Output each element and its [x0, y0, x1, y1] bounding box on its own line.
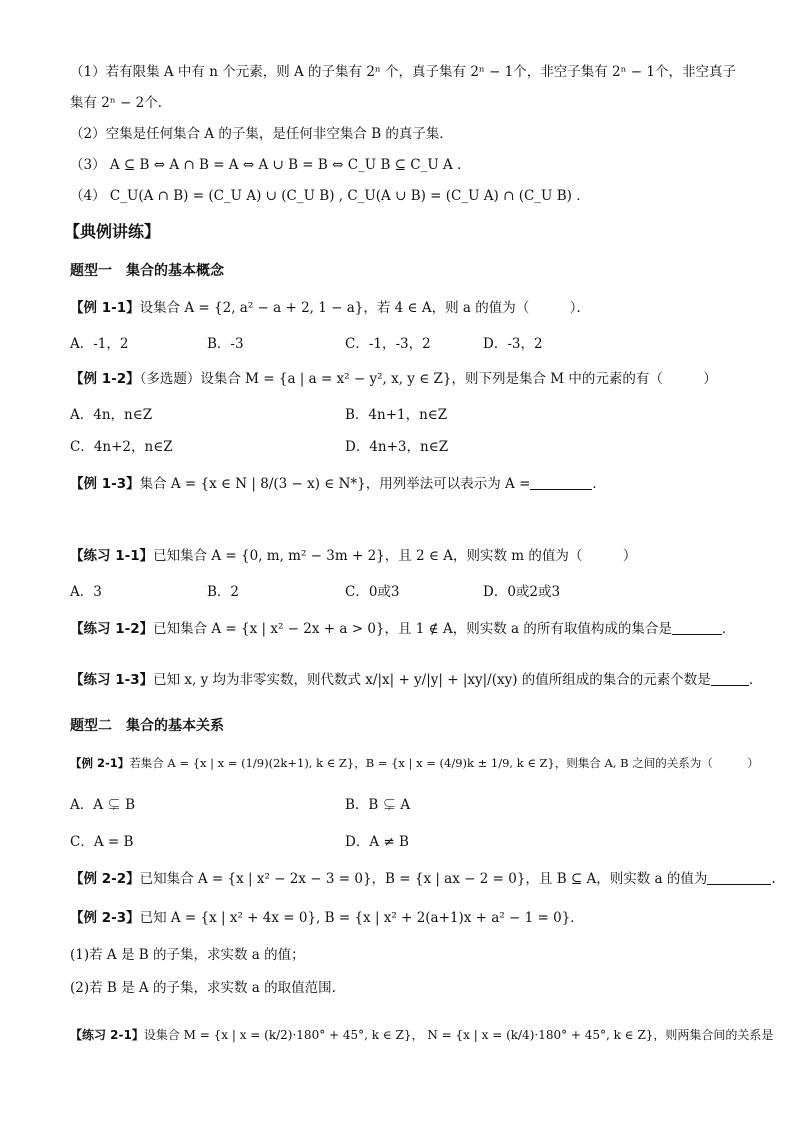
- option-a: A．3: [70, 584, 102, 600]
- practice-1-1: [70, 546, 636, 566]
- example-2-3: [70, 908, 584, 928]
- example-label: 【例 1-2】: [70, 371, 140, 387]
- option-a: A．-1，2: [70, 336, 129, 352]
- option-c: C．-1，-3，2: [345, 336, 431, 352]
- answer-blank[interactable]: [530, 475, 592, 490]
- practice-2-1: [70, 1025, 773, 1045]
- example-1-3: 【例 1-3】集合 A = {x ∈ N | 8/(3 − x) ∈ N*}，用列举法可以表示为 A = ．: [70, 476, 606, 492]
- example-text: 集合 A = {x ∈ N | 8/(3 − x) ∈ N*}，用列举法可以表示为 A =: [139, 476, 531, 492]
- option-d: D．-3，2: [483, 336, 543, 352]
- practice-label: 【练习 1-1】: [70, 548, 154, 564]
- answer-blank[interactable]: [711, 671, 749, 686]
- property-1-line-1: （1）若有限集 A 中有 n 个元素，则 A 的子集有 2ⁿ 个，真子集有 2ⁿ − 1个，非空子集有 2ⁿ − 1个，非空真子: [70, 64, 736, 80]
- option-b: B．B ⊊ A: [345, 797, 411, 813]
- example-2-2: 【例 2-2】已知集合 A = {x | x² − 2x − 3 = 0}，B = {x | ax − 2 = 0}，且 B ⊆ A，则实数 a 的值为 .: [70, 871, 776, 887]
- option-a: A．A ⊊ B: [70, 797, 136, 813]
- practice-text: 设集合 M = {x | x = (k/2)·180° + 45°, k ∈ Z}， N = {x | x = (k/4)·180° + 45°, k ∈ Z}，则两集合间的关系是: [143, 1028, 774, 1042]
- practice-text: 已知集合 A = {x | x² − 2x + a > 0}，且 1 ∉ A，则实数 a 的所有取值构成的集合是: [153, 621, 672, 637]
- answer-blank[interactable]: [707, 870, 771, 885]
- example-text: 已知 A = {x | x² + 4x = 0}, B = {x | x² + 2(a+1)x + a² − 1 = 0}．: [139, 910, 584, 926]
- type2-title: 题型二 集合的基本关系: [70, 718, 224, 734]
- example-2-3-question-1: (1)若 A 是 B 的子集，求实数 a 的值；: [70, 947, 305, 963]
- example-2-3-question-2: (2)若 B 是 A 的子集，求实数 a 的取值范围.: [70, 980, 336, 996]
- practice-text: 已知集合 A = {0, m, m² − 3m + 2}，且 2 ∈ A，则实数 m 的值为（ ）: [153, 548, 637, 564]
- example-label: 【例 2-1】: [70, 756, 130, 770]
- example-text: 设集合 A = {2, a² − a + 2, 1 − a}，若 4 ∈ A，则 a 的值为（ ）．: [139, 300, 590, 316]
- option-b: B．-3: [207, 336, 244, 352]
- practice-label: 【练习 2-1】: [70, 1028, 144, 1042]
- property-4: （4） C_U(A ∩ B) = (C_U A) ∪ (C_U B) , C_U(A ∪ B) = (C_U A) ∩ (C_U B) ．: [70, 188, 590, 204]
- example-1-1: [70, 298, 590, 318]
- option-b: B．2: [207, 584, 240, 600]
- example-2-1: [70, 753, 759, 773]
- property-1-line-2: 集有 2ⁿ − 2个．: [70, 95, 172, 111]
- practice-label: 【练习 1-3】: [70, 672, 154, 688]
- example-1-2: [70, 369, 717, 389]
- practice-1-2: 【练习 1-2】已知集合 A = {x | x² − 2x + a > 0}，且 1 ∉ A，则实数 a 的所有取值构成的集合是 ．: [70, 621, 736, 637]
- option-d: D．4n+3，n∈Z: [345, 439, 449, 455]
- example-label: 【例 1-3】: [70, 476, 140, 492]
- practice-label: 【练习 1-2】: [70, 621, 154, 637]
- example-text: （多选题）设集合 M = {a | a = x² − y², x, y ∈ Z}，则下列是集合 M 中的元素的有（ ）: [139, 371, 717, 387]
- example-label: 【例 2-2】: [70, 871, 140, 887]
- option-d: D．0或2或3: [483, 584, 561, 600]
- example-label: 【例 2-3】: [70, 910, 140, 926]
- property-3: （3） A ⊆ B ⇔ A ∩ B = A ⇔ A ∪ B = B ⇔ C_U B ⊆ C_U A ．: [70, 157, 471, 173]
- section-title: 【典例讲练】: [64, 222, 161, 241]
- answer-blank[interactable]: [672, 620, 722, 635]
- option-c: C．0或3: [345, 584, 400, 600]
- option-c: C．A = B: [70, 834, 134, 850]
- option-c: C．4n+2，n∈Z: [70, 439, 173, 455]
- option-a: A．4n，n∈Z: [70, 407, 153, 423]
- type1-title: 题型一 集合的基本概念: [70, 263, 224, 279]
- example-text: 若集合 A = {x | x = (1/9)(2k+1), k ∈ Z}，B = {x | x = (4/9)k ± 1/9, k ∈ Z}，则集合 A, B 之间的关系为（ ）: [129, 756, 759, 770]
- practice-1-3: 【练习 1-3】已知 x, y 均为非零实数，则代数式 x/|x| + y/|y| + |xy|/(xy) 的值所组成的集合的元素个数是 ．: [70, 672, 763, 688]
- practice-text: 已知 x, y 均为非零实数，则代数式 x/|x| + y/|y| + |xy|/(xy) 的值所组成的集合的元素个数是: [153, 672, 711, 688]
- property-2: （2）空集是任何集合 A 的子集，是任何非空集合 B 的真子集．: [70, 126, 453, 142]
- option-d: D．A ≠ B: [345, 834, 409, 850]
- example-label: 【例 1-1】: [70, 300, 140, 316]
- option-b: B．4n+1，n∈Z: [345, 407, 448, 423]
- example-text: 已知集合 A = {x | x² − 2x − 3 = 0}，B = {x | ax − 2 = 0}，且 B ⊆ A，则实数 a 的值为: [139, 871, 708, 887]
